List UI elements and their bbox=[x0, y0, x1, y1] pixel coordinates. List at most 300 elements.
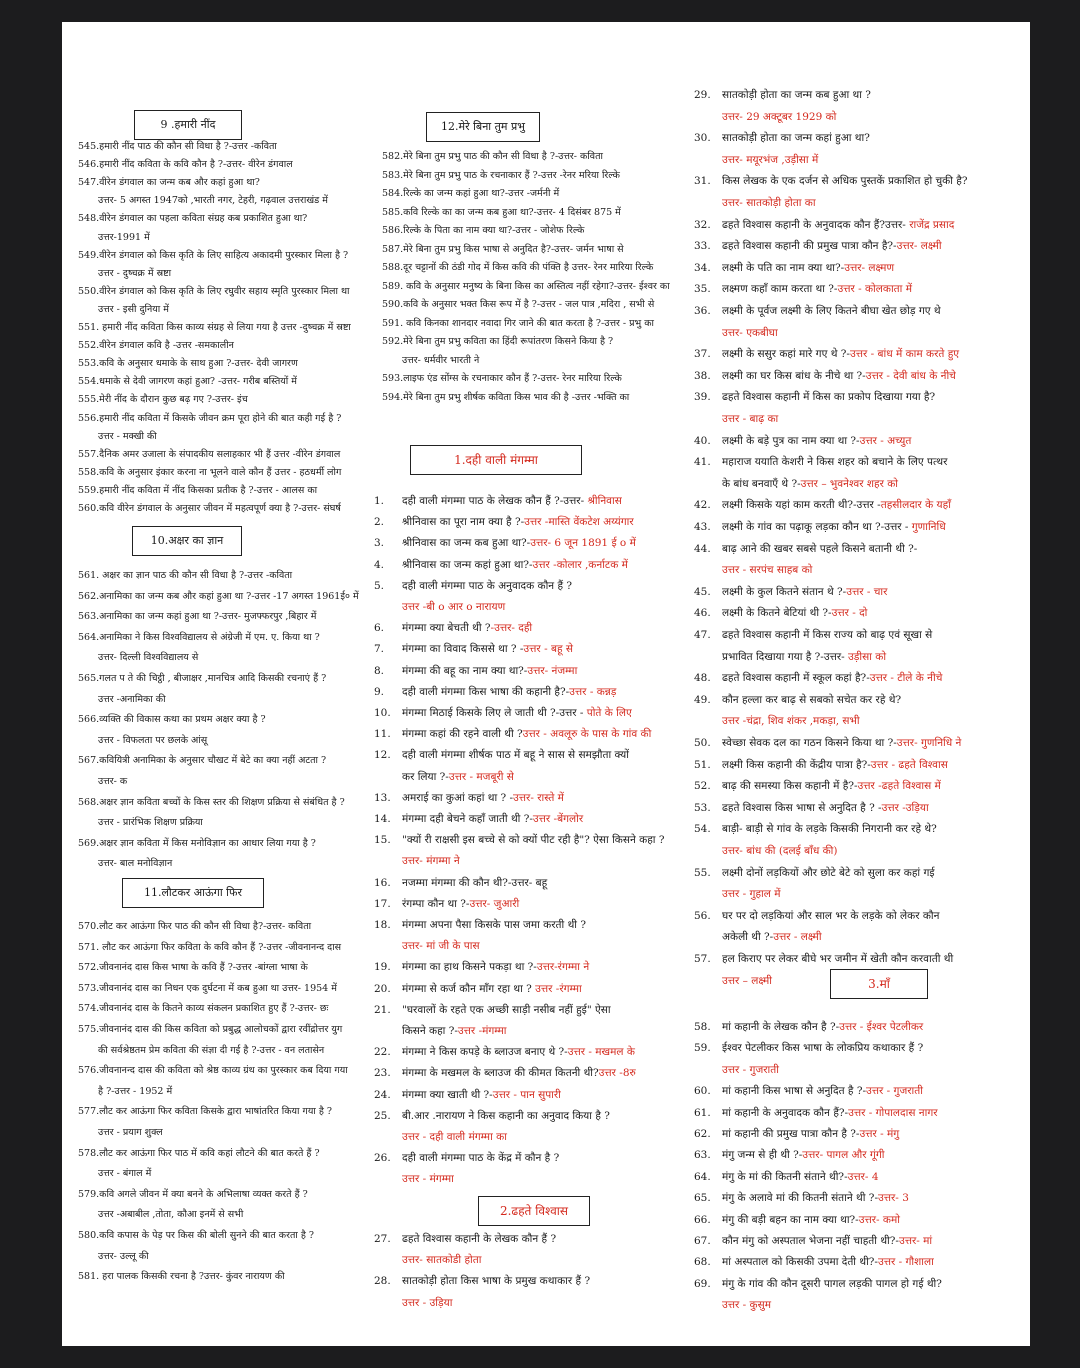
question-line: उत्तर-1991 में bbox=[98, 231, 150, 243]
question-line: 585.कवि रिल्के का का जन्म कब हुआ था?-उत्तर- 4 दिसंबर 875 में bbox=[382, 206, 621, 218]
question-line bbox=[722, 1191, 909, 1205]
question-line bbox=[722, 671, 942, 685]
answer-text: उत्तर -ढहते विश्वास में bbox=[857, 780, 941, 793]
question-number: 14. bbox=[374, 813, 391, 825]
question-line: 578.लौट कर आऊंगा फिर पाठ में कवि कहां लौटने की बात करते हैं ? bbox=[78, 1147, 320, 1159]
question-number: 19. bbox=[374, 961, 391, 974]
answer-text: उत्तर - बांध में काम करते हुए bbox=[849, 348, 960, 361]
question-line: 588.दूर चट्टानों की ठंडी गोद में किस कवि की पंक्ति है उत्तर- रेनर मारिया रिल्के bbox=[382, 262, 654, 273]
question-line: उत्तर- धर्मवीर भारती ने bbox=[402, 354, 480, 366]
question-number: 60. bbox=[694, 1085, 711, 1098]
question-number: 30. bbox=[694, 132, 711, 145]
question-text: मंगम्मा की बहू का नाम क्या था?- bbox=[402, 664, 528, 677]
question-line bbox=[722, 455, 947, 469]
question-line bbox=[402, 960, 589, 974]
answer-text: उत्तर- गुणनिधि ने bbox=[896, 737, 962, 749]
question-line bbox=[722, 110, 836, 124]
question-line bbox=[722, 153, 818, 167]
question-line: उत्तर - मक्खी की bbox=[98, 430, 157, 442]
answer-text: उत्तर -चंद्रा, शिव शंकर ,मकड़ा, सभी bbox=[722, 715, 860, 728]
question-line: उत्तर - इसी दुनिया में bbox=[98, 303, 169, 315]
question-line bbox=[402, 897, 519, 911]
question-number: 69. bbox=[694, 1277, 711, 1290]
question-line bbox=[722, 174, 968, 188]
question-line bbox=[722, 758, 948, 772]
answer-text: उत्तर - मखमल के bbox=[567, 1046, 635, 1059]
question-line bbox=[722, 952, 953, 966]
question-line bbox=[402, 1253, 481, 1267]
question-number: 66. bbox=[694, 1213, 711, 1226]
question-text: ढहते विश्वास किस भाषा से अनुदित है ? - bbox=[722, 801, 882, 814]
question-line bbox=[722, 434, 911, 448]
question-number: 6. bbox=[374, 622, 385, 635]
question-number: 34. bbox=[694, 261, 711, 274]
question-line bbox=[402, 1232, 556, 1246]
answer-text: उत्तर- रास्ते में bbox=[513, 791, 564, 804]
question-line bbox=[402, 854, 460, 868]
question-number: 56. bbox=[694, 909, 711, 922]
question-line bbox=[402, 1066, 636, 1080]
question-number: 40. bbox=[694, 434, 711, 447]
question-line bbox=[722, 801, 929, 815]
question-number: 7. bbox=[374, 643, 385, 656]
answer-text: उत्तर- मां bbox=[898, 1235, 933, 1247]
question-text: सातकोड़ी होता किस भाषा के प्रमुख कथाकार हैं ? bbox=[402, 1275, 591, 1288]
section-title-box: 11.लौटकर आऊंगा फिर bbox=[122, 878, 264, 908]
question-line bbox=[722, 693, 901, 707]
answer-text: उत्तर - अवलूरु के पास के गांव की bbox=[522, 728, 652, 741]
question-number: 29. bbox=[694, 89, 711, 101]
question-number: 50. bbox=[694, 737, 711, 749]
answer-text: उत्तर - कुसुम bbox=[722, 1299, 771, 1312]
question-line bbox=[722, 304, 941, 318]
question-line: 549.वीरेन डंगवाल को किस कृति के लिए साहित्य अकादमी पुरस्कार मिला है ? bbox=[78, 249, 349, 261]
question-number: 3. bbox=[374, 537, 385, 550]
question-number: 37. bbox=[694, 348, 711, 361]
question-number: 28. bbox=[374, 1275, 391, 1288]
question-line bbox=[402, 579, 572, 593]
answer-text: उत्तर -उड़िया bbox=[881, 801, 929, 814]
question-number: 22. bbox=[374, 1046, 391, 1059]
question-text: श्रीनिवास का जन्म कहां हुआ था?- bbox=[402, 558, 533, 571]
question-line: 548.वीरेन डंगवाल का पहला कविता संग्रह कब प्रकाशित हुआ था? bbox=[78, 213, 308, 225]
question-line: 591. कवि किनका शानदार नवादा गिर जाने की बात करता है ?-उत्तर - प्रभु का bbox=[382, 317, 655, 329]
question-number: 27. bbox=[374, 1233, 391, 1245]
answer-text: उत्तर – लक्ष्मी bbox=[722, 974, 773, 987]
question-number: 15. bbox=[374, 834, 391, 847]
question-line: 581. हरा पालक किसकी रचना है ?उत्तर- कुंवर नारायण की bbox=[78, 1271, 285, 1283]
question-text: मंगम्मा का विवाद किससे था ? - bbox=[402, 643, 524, 656]
question-text: श्रीनिवास का जन्म कब हुआ था?- bbox=[402, 537, 531, 550]
question-number: 45. bbox=[694, 585, 711, 598]
answer-text: उत्तर -मंगम्मा bbox=[457, 1025, 507, 1037]
question-line bbox=[722, 498, 951, 512]
question-text: मां कहानी की प्रमुख पात्रा कौन है ?- bbox=[722, 1128, 860, 1140]
answer-text: उत्तर - मजबूरी से bbox=[448, 770, 514, 783]
question-line: उत्तर- उल्लू की bbox=[98, 1250, 149, 1262]
question-line: 564.अनामिका ने किस विश्वविद्यालय से अंग्रेजी में एम. ए. किया था ? bbox=[78, 631, 320, 643]
column-middle bbox=[374, 22, 704, 1346]
answer-text: उत्तर - चार bbox=[846, 585, 888, 598]
question-line bbox=[722, 650, 886, 664]
question-line bbox=[722, 347, 959, 361]
answer-text: उत्तर - टीले के नीचे bbox=[869, 672, 943, 685]
question-line bbox=[722, 1234, 932, 1248]
question-text: के बांध बनवाएँ थे ?- bbox=[722, 477, 801, 490]
question-text: मंगम्मा कहां की रहने वाली थी ? bbox=[402, 728, 523, 741]
answer-text: उत्तर- 4 bbox=[847, 1170, 879, 1183]
answer-text: उत्तर - ईश्वर पेटलीकर bbox=[839, 1021, 924, 1033]
answer-text: उत्तर - दही वाली मंगम्मा का bbox=[402, 1131, 507, 1143]
question-line: 583.मेरे बिना तुम प्रभु पाठ के रचनाकार हैं ?-उत्तर -रेनर मरिया रिल्के bbox=[382, 169, 620, 181]
question-line: 553.कवि के अनुसार धमाके के साथ हुआ ?-उत्तर- देवी जागरण bbox=[78, 358, 298, 370]
question-line bbox=[402, 558, 628, 572]
question-text: मंगम्मा के मखमल के ब्लाउज की कीमत कितनी थी? bbox=[402, 1067, 599, 1080]
question-line: 589. कवि के अनुसार मनुष्य के बिना किस का अस्तित्व नहीं रहेगा?-उत्तर- ईश्वर का bbox=[382, 280, 670, 292]
answer-text: गुणानिधि bbox=[911, 521, 946, 533]
question-line bbox=[722, 1148, 884, 1162]
question-number: 5. bbox=[374, 579, 385, 592]
question-number: 36. bbox=[694, 305, 711, 317]
answer-text: तहसीलदार के यहाँ bbox=[880, 499, 951, 512]
question-line: उत्तर - दुष्चक्र में स्रष्टा bbox=[98, 267, 172, 279]
question-number: 32. bbox=[694, 218, 711, 231]
question-line: 582.मेरे बिना तुम प्रभु पाठ की कौन सी विधा है ?-उत्तर- कविता bbox=[382, 151, 603, 162]
question-text: मंगम्मा मिठाई किसके लिए ले जाती थी ?-उत्तर - bbox=[402, 707, 587, 719]
question-line bbox=[402, 1274, 590, 1288]
question-text: दही वाली मंगम्मा किस भाषा की कहानी है?- bbox=[402, 685, 570, 698]
question-text: मंगम्मा क्या खाती थी ?- bbox=[402, 1088, 493, 1101]
question-line bbox=[722, 1298, 771, 1312]
question-line bbox=[402, 1109, 610, 1123]
question-text: बाड़ी- बाड़ी से गांव के लड़के किसकी निगरानी कर रहे थे? bbox=[722, 823, 937, 836]
question-text: लक्ष्मी किसके यहां काम करती थी?-उत्तर - bbox=[722, 499, 881, 512]
question-line: 594.मेरे बिना तुम प्रभु शीर्षक कविता किस भाव की है -उत्तर -भक्ति का bbox=[382, 391, 630, 403]
answer-text: उत्तर- जुआरी bbox=[469, 897, 520, 910]
question-line: 552.वीरेन डंगवाल कवि है -उत्तर -समकालीन bbox=[78, 340, 234, 352]
answer-text: उत्तर- मयूरभंज ,उड़ीसा में bbox=[722, 153, 819, 166]
question-text: बी.आर .नारायण ने किस कहानी का अनुवाद किया है ? bbox=[402, 1109, 610, 1122]
column-right bbox=[694, 22, 1030, 1346]
question-text: ढहते विश्वास कहानी में किस राज्य को बाढ़ एवं सूखा से bbox=[722, 629, 933, 641]
question-line bbox=[402, 685, 616, 699]
question-text: मंगु के मां की कितनी संताने थी?- bbox=[722, 1170, 848, 1183]
question-number: 48. bbox=[694, 672, 711, 685]
question-line: 559.हमारी नींद कविता में नींद किसका प्रतीक है ?-उत्तर - आलस का bbox=[78, 484, 318, 496]
question-line bbox=[722, 606, 867, 620]
question-line bbox=[722, 930, 822, 944]
question-text: बाढ़ आने की खबर सबसे पहले किसने बतानी थी ?- bbox=[722, 542, 918, 555]
question-number: 41. bbox=[694, 456, 711, 469]
question-line: 555.मेरी नींद के दौरान कुछ बढ़ गए ?-उत्तर- इंच bbox=[78, 394, 248, 406]
question-line bbox=[722, 714, 860, 728]
question-line bbox=[722, 261, 894, 275]
question-text: महाराज ययाति केशरी ने किस शहर को बचाने के लिए पत्थर bbox=[722, 456, 948, 469]
question-line bbox=[402, 748, 629, 762]
question-line bbox=[402, 982, 582, 996]
question-line bbox=[402, 706, 632, 720]
question-line bbox=[722, 1277, 942, 1291]
question-line bbox=[402, 1024, 506, 1038]
question-text: प्रभावित दिखाया गया है ?-उत्तर- bbox=[722, 650, 849, 663]
question-line: 573.जीवनानंद दास का निधन एक दुर्घटना में कब हुआ था उत्तर- 1954 में bbox=[78, 982, 337, 994]
answer-text: उत्तर- पागल और गूंगी bbox=[802, 1149, 885, 1162]
answer-text: उत्तर- लक्ष्मण bbox=[844, 261, 895, 274]
question-line: 575.जीवनानंद दास की किस कविता को प्रबुद्ध आलोचकों द्वारा रवींद्रोत्तर युग bbox=[78, 1024, 343, 1035]
question-number: 59. bbox=[694, 1042, 711, 1055]
question-line: 558.कवि के अनुसार इंकार करना ना भूलने वाले कौन हैं उत्तर - हठधर्मी लोग bbox=[78, 466, 342, 478]
question-number: 31. bbox=[694, 175, 711, 188]
question-line bbox=[402, 515, 634, 529]
question-line bbox=[722, 369, 956, 383]
question-text: ढहते विश्वास कहानी में किस का प्रकोप दिखाया गया है? bbox=[722, 391, 936, 404]
question-number: 53. bbox=[694, 801, 711, 814]
question-line: उत्तर - बंगाल में bbox=[98, 1168, 152, 1180]
question-number: 38. bbox=[694, 369, 711, 382]
question-text: ढहते विश्वास कहानी के अनुवादक कौन हैं?उत्तर- bbox=[722, 218, 910, 231]
question-line bbox=[722, 1170, 879, 1184]
question-text: मंगु के गांव की कौन दूसरी पागल लड़की पागल हो गई थी? bbox=[722, 1277, 942, 1290]
question-number: 54. bbox=[694, 823, 711, 836]
answer-text: उत्तर -कोलार ,कर्नाटक में bbox=[532, 558, 628, 571]
question-line: 557.दैनिक अमर उजाला के संपादकीय सलाहकार भी हैं उत्तर -वीरेन डंगवाल bbox=[78, 448, 341, 460]
question-line bbox=[722, 1020, 923, 1034]
question-line: 593.लाइफ एंड सोंग्स के रचनाकार कौन हैं ?-उत्तर- रेनर मारिया रिल्के bbox=[382, 373, 622, 384]
question-line: 561. अक्षर का ज्ञान पाठ की कौन सी विधा है ?-उत्तर -कविता bbox=[78, 570, 293, 581]
question-text: मंगु जन्म से ही थी ?- bbox=[722, 1149, 803, 1162]
answer-text: उत्तर - गुजराती bbox=[866, 1085, 923, 1098]
question-line: उत्तर -अबाबील ,तोता, कौआ इनमें से सभी bbox=[98, 1209, 244, 1221]
answer-text: उत्तर -रंगम्मा bbox=[535, 982, 582, 995]
question-line: 556.हमारी नींद कविता में किसके जीवन क्रम पूरा होने की बात कही गई है ? bbox=[78, 412, 342, 424]
question-number: 49. bbox=[694, 693, 711, 706]
answer-text: उत्तर- 6 जून 1891 ई o में bbox=[530, 537, 636, 550]
question-number: 13. bbox=[374, 791, 391, 804]
question-text: मां कहानी किस भाषा से अनुदित है ?- bbox=[722, 1085, 867, 1098]
question-number: 68. bbox=[694, 1256, 711, 1269]
question-line bbox=[402, 600, 505, 614]
answer-text: उत्तर - गौशाला bbox=[877, 1256, 934, 1269]
question-line: 546.हमारी नींद कविता के कवि कौन है ?-उत्तर- वीरेन डंगवाल bbox=[78, 159, 293, 171]
question-text: अमराई का कुआं कहां था ? - bbox=[402, 791, 514, 804]
answer-text: उत्तर - लक्ष्मी bbox=[773, 931, 822, 944]
question-text: "घरवालों के रहते एक अच्छी साड़ी नसीब नहीं हुई" ऐसा bbox=[402, 1003, 611, 1016]
answer-text: उत्तर - बहू से bbox=[523, 643, 573, 656]
question-line bbox=[402, 1151, 559, 1165]
question-number: 25. bbox=[374, 1109, 391, 1122]
question-text: दही वाली मंगम्मा पाठ के केंद्र में कौन है ? bbox=[402, 1152, 560, 1165]
section-title-box: 2.ढहते विश्वास bbox=[478, 1196, 590, 1226]
question-line bbox=[402, 1088, 561, 1102]
question-line bbox=[402, 1003, 611, 1017]
question-text: लक्ष्मी का घर किस बांध के नीचे था ?- bbox=[722, 369, 866, 382]
question-text: लक्ष्मी दोनों लड़कियों और छोटे बेटे को सुला कर कहां गई bbox=[722, 866, 935, 879]
answer-text: उत्तर - दो bbox=[831, 607, 868, 620]
answer-text: उत्तर- कमो bbox=[858, 1213, 900, 1226]
answer-text: उत्तर - सरपंच साहब को bbox=[722, 564, 813, 577]
question-line: 547.वीरेन डंगवाल का जन्म कब और कहां हुआ था? bbox=[78, 177, 260, 189]
answer-text: उत्तर - गुहाल में bbox=[722, 888, 781, 901]
question-line bbox=[722, 196, 816, 210]
answer-text: उत्तर- एकबीघा bbox=[722, 326, 778, 339]
question-line: उत्तर- दिल्ली विश्वविद्यालय से bbox=[98, 652, 199, 664]
question-line bbox=[722, 563, 812, 577]
question-number: 55. bbox=[694, 866, 711, 879]
answer-text: उत्तर- मंगम्मा ने bbox=[402, 855, 460, 868]
question-line bbox=[722, 1127, 899, 1141]
answer-text: उत्तर - पान सुपारी bbox=[492, 1088, 561, 1101]
question-line bbox=[402, 770, 514, 784]
answer-text: उत्तर - ढहते विश्वास bbox=[870, 758, 948, 771]
question-number: 9. bbox=[374, 685, 385, 698]
question-number: 64. bbox=[694, 1170, 711, 1183]
question-line bbox=[722, 779, 941, 793]
question-line bbox=[722, 1106, 938, 1120]
question-text: दही वाली मंगम्मा शीर्षक पाठ में बहू ने सास से समझौता क्यों bbox=[402, 749, 629, 762]
question-line bbox=[402, 642, 573, 656]
question-number: 44. bbox=[694, 542, 711, 555]
question-line bbox=[722, 844, 838, 858]
question-number: 42. bbox=[694, 499, 711, 512]
question-line bbox=[402, 494, 622, 508]
question-line: उत्तर -अनामिका की bbox=[98, 693, 166, 705]
question-line bbox=[722, 974, 772, 988]
question-text: स्वेच्छा सेवक दल का गठन किसने किया था ?- bbox=[722, 737, 897, 749]
answer-text: उत्तर -बी o आर o नारायण bbox=[402, 601, 506, 613]
question-line: 570.लौट कर आऊंगा फिर पाठ की कौन सी विधा है?-उत्तर- कविता bbox=[78, 921, 312, 932]
answer-text: उत्तर- 29 अक्टूबर 1929 को bbox=[722, 110, 837, 123]
question-number: 39. bbox=[694, 391, 711, 404]
question-line: 584.रिल्के का जन्म कहां हुआ था?-उत्तर -जर्मनी में bbox=[382, 188, 560, 199]
answer-text: उत्तर - देवी बांध के नीचे bbox=[865, 369, 956, 382]
question-line bbox=[722, 282, 912, 296]
question-text: मंगम्मा दही बेचने कहाँ जाती थी ?- bbox=[402, 813, 533, 825]
question-line bbox=[722, 736, 961, 750]
question-line bbox=[722, 585, 887, 599]
question-text: लक्ष्मी के पूर्वज लक्ष्मी के लिए कितने बीघा खेत छोड़ गए थे bbox=[722, 305, 941, 317]
question-line bbox=[722, 866, 935, 880]
question-line: उत्तर- 5 अगस्त 1947को ,भारती नगर, टेहरी, गढ़वाल उत्तराखंड में bbox=[98, 195, 328, 207]
column-left bbox=[62, 22, 392, 1346]
question-text: लक्ष्मी के ससुर कहां मारे गए थे ?- bbox=[722, 348, 850, 361]
question-text: किसने कहा ?- bbox=[402, 1025, 458, 1037]
question-line: उत्तर- क bbox=[98, 776, 128, 787]
question-line bbox=[402, 876, 547, 890]
question-number: 61. bbox=[694, 1106, 711, 1119]
answer-text: उत्तर - कोलकाता में bbox=[837, 283, 912, 296]
answer-text: उत्तर - उड़िया bbox=[402, 1296, 453, 1309]
question-text: लक्ष्मी के कितने बेटियां थी ?- bbox=[722, 607, 832, 620]
answer-text: उत्तर -मास्ति वेंकटेश अय्यंगार bbox=[524, 516, 634, 529]
question-text: दही वाली मंगम्मा पाठ के अनुवादक कौन हैं ? bbox=[402, 579, 573, 592]
question-text: कौन हल्ला कर बाढ़ से सबको सचेत कर रहे थे? bbox=[722, 693, 902, 706]
question-number: 26. bbox=[374, 1152, 391, 1165]
question-line: 550.वीरेन डंगवाल को किस कृति के लिए रघुवीर सहाय स्मृति पुरस्कार मिला था bbox=[78, 285, 350, 297]
question-line bbox=[402, 939, 480, 953]
question-number: 43. bbox=[694, 521, 711, 533]
question-number: 18. bbox=[374, 919, 391, 931]
section-title-box: 12.मेरे बिना तुम प्रभु bbox=[426, 112, 540, 142]
question-number: 11. bbox=[374, 728, 391, 741]
section-title-box: 3.माँ bbox=[830, 969, 928, 999]
question-line bbox=[722, 520, 946, 534]
question-line: 579.कवि अगले जीवन में क्या बनने के अभिलाषा व्यक्त करते हैं ? bbox=[78, 1188, 308, 1200]
question-line bbox=[402, 1172, 454, 1186]
question-text: मां कहानी के अनुवादक कौन हैं?- bbox=[722, 1106, 849, 1119]
question-line bbox=[722, 88, 871, 102]
question-text: लक्ष्मी के कुल कितने संतान थे ?- bbox=[722, 585, 847, 598]
question-line: 562.अनामिका का जन्म कब और कहां हुआ था ?-उत्तर -17 अगस्त 1961ई० में bbox=[78, 590, 359, 602]
question-line bbox=[722, 1041, 923, 1055]
answer-text: उत्तर- सातकोड़ी होता का bbox=[722, 197, 816, 209]
question-text: ढहते विश्वास कहानी के लेखक कौन हैं ? bbox=[402, 1233, 557, 1245]
question-line: 577.लौट कर आऊंगा फिर कविता किसके द्वारा भाषांतरित किया गया है ? bbox=[78, 1106, 332, 1118]
question-text: मंगम्मा क्या बेचती थी ? bbox=[402, 622, 491, 635]
question-text: हल किराए पर लेकर बीघे भर जमीन में खेती कौन करवाती थी bbox=[722, 953, 954, 965]
question-text: मंगु के अलावे मां की कितनी संताने थी ?- bbox=[722, 1192, 878, 1205]
question-line bbox=[722, 326, 778, 340]
question-line: 567.कवियित्री अनामिका के अनुसार चौखट में बेटे का क्या नहीं अटता ? bbox=[78, 755, 327, 767]
question-text: कौन मंगु को अस्पताल भेजना नहीं चाहती थी?- bbox=[722, 1235, 899, 1247]
question-line bbox=[722, 477, 898, 491]
question-text: मंगम्मा अपना पैसा किसके पास जमा करती थी ? bbox=[402, 919, 586, 931]
question-line bbox=[722, 239, 942, 253]
question-line: 572.जीवनानंद दास किस भाषा के कवि हैं ?-उत्तर -बांग्ला भाषा के bbox=[78, 962, 308, 974]
question-line: 554.धमाके से देवी जागरण कहां हुआ? -उत्तर- गरीब बस्तियों में bbox=[78, 376, 297, 388]
answer-text: उत्तर- लक्ष्मी bbox=[896, 240, 942, 253]
question-number: 65. bbox=[694, 1192, 711, 1205]
question-line: 574.जीवनानंद दास के कितने काव्य संकलन प्रकाशित हुए हैं ?-उत्तर- छः bbox=[78, 1003, 329, 1015]
answer-text: उत्तर- बांध की (दलई बाँध की) bbox=[722, 845, 838, 857]
question-line bbox=[722, 887, 780, 901]
question-line: उत्तर- बाल मनोविज्ञान bbox=[98, 858, 173, 870]
question-number: 46. bbox=[694, 607, 711, 620]
question-text: बाढ़ की समस्या किस कहानी में है?- bbox=[722, 780, 858, 793]
question-number: 8. bbox=[374, 664, 385, 677]
question-line bbox=[402, 1130, 507, 1144]
question-line bbox=[722, 1084, 923, 1098]
answer-text: उत्तर - कन्नड़ bbox=[569, 685, 617, 698]
question-line: 592.मेरे बिना तुम प्रभु कविता का हिंदी रूपांतरण किसने किया है ? bbox=[382, 336, 614, 347]
question-text: अकेली थी ?- bbox=[722, 931, 774, 944]
answer-text: उत्तर- नंजम्मा bbox=[527, 664, 578, 677]
question-text: सातकोड़ी होता का जन्म कहां हुआ था? bbox=[722, 132, 870, 145]
question-line: 568.अक्षर ज्ञान कविता बच्चों के किस स्तर की शिक्षण प्रक्रिया से संबंधित है ? bbox=[78, 796, 345, 808]
answer-text: उत्तर - मंगम्मा bbox=[402, 1173, 454, 1186]
answer-text: उड़ीसा को bbox=[848, 650, 887, 663]
question-number: 12. bbox=[374, 749, 391, 762]
question-text: मां कहानी के लेखक कौन है ?- bbox=[722, 1021, 840, 1033]
question-number: 17. bbox=[374, 897, 391, 910]
question-line: 560.कवि वीरेन डंगवाल के अनुसार जीवन में महत्वपूर्ण क्या है ?-उत्तर- संघर्ष bbox=[78, 503, 341, 514]
question-text: "क्यों री राक्षसी इस बच्चे से को क्यों पीट रही है"? ऐसा किसने कहा ? bbox=[402, 834, 665, 847]
question-number: 33. bbox=[694, 240, 711, 253]
question-line bbox=[402, 833, 664, 847]
question-line: 565.गलत प ते की चिट्ठी , बीजाक्षर ,मानचित्र आदि किसकी रचनाएं हैं ? bbox=[78, 673, 327, 684]
question-number: 47. bbox=[694, 629, 711, 641]
question-line bbox=[722, 542, 917, 556]
question-line bbox=[722, 131, 870, 145]
question-line bbox=[722, 1213, 900, 1227]
document-page bbox=[62, 22, 1030, 1346]
question-line bbox=[722, 412, 778, 426]
question-text: लक्ष्मण कहाँ काम करता था ?- bbox=[722, 283, 838, 296]
question-text: ईश्वर पेटलीकर किस भाषा के लोकप्रिय कथाकार हैं ? bbox=[722, 1042, 924, 1055]
question-text: मंगम्मा ने किस कपड़े के ब्लाउज बनाए थे ?- bbox=[402, 1046, 568, 1059]
question-text: कर लिया ?- bbox=[402, 770, 449, 783]
question-text: लक्ष्मी के पति का नाम क्या था?- bbox=[722, 261, 845, 274]
answer-text: उत्तर - गुजराती bbox=[722, 1063, 779, 1076]
